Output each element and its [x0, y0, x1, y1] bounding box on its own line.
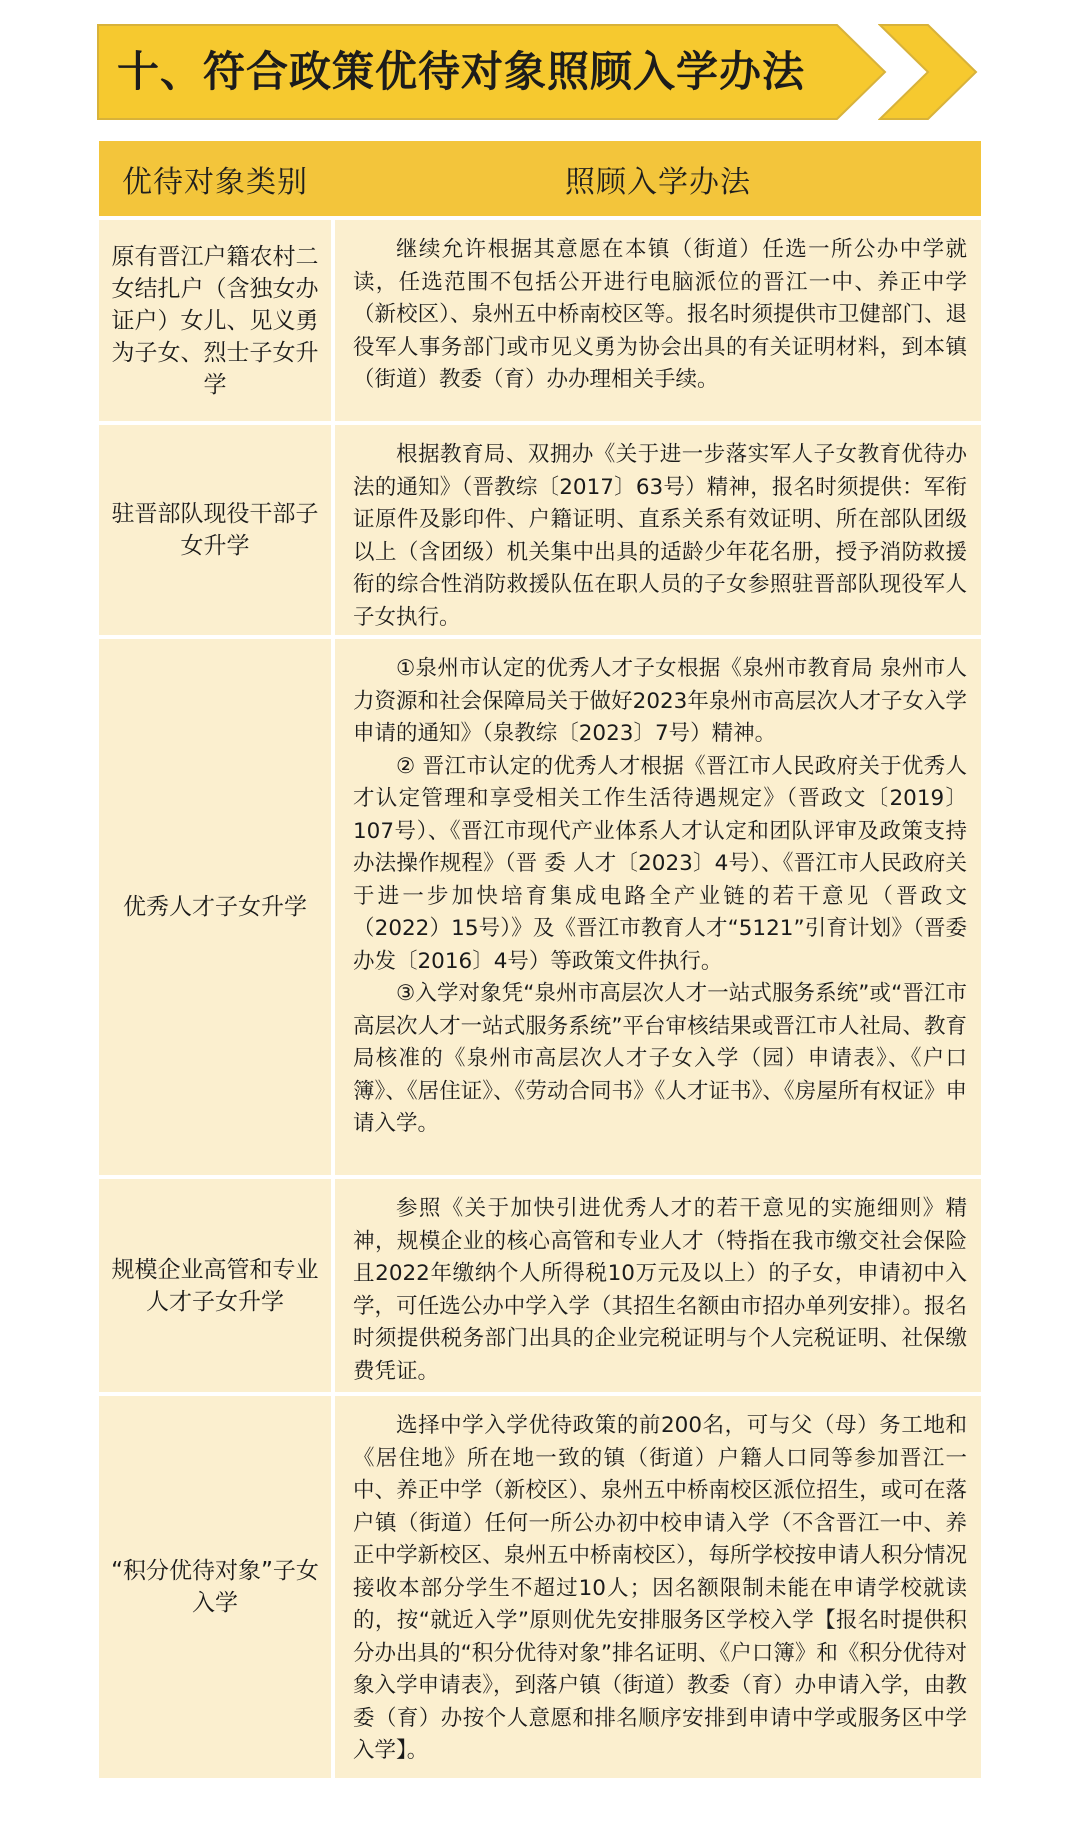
chevron-right-icon	[878, 24, 978, 120]
category-cell: 原有晋江户籍农村二女结扎户（含独女办证户）女儿、见义勇为子女、烈士子女升学	[99, 220, 331, 421]
method-paragraph: 根据教育局、双拥办《关于进一步落实军人子女教育优待办法的通知》（晋教综〔2017〕63号）精神，报名时须提供：军衔证原件及影印件、户籍证明、直系关系有效证明、所在部队团级以上（含团级）机关集中出具的适龄少年花名册，授予消防救援衔的综合性消防救援队伍在职人员的子女参照驻晋部队现役军人子女执行。	[353, 442, 967, 630]
method-cell	[335, 425, 981, 635]
table-header	[99, 141, 981, 216]
title-banner	[97, 24, 887, 120]
table-row	[99, 1179, 981, 1392]
page-title: 十、符合政策优待对象照顾入学办法	[117, 47, 806, 96]
table-row	[99, 220, 981, 421]
category-cell: 驻晋部队现役干部子女升学	[99, 425, 331, 635]
method-cell	[335, 220, 981, 421]
method-cell	[335, 639, 981, 1175]
category-cell: 规模企业高管和专业人才子女升学	[99, 1179, 331, 1392]
method-paragraph: ①泉州市认定的优秀人才子女根据《泉州市教育局 泉州市人力资源和社会保障局关于做好2023年泉州市高层次人才子女入学申请的通知》（泉教综〔2023〕7号）精神。	[353, 656, 967, 746]
policy-table	[99, 141, 981, 1782]
category-cell: 优秀人才子女升学	[99, 639, 331, 1175]
method-paragraph: 参照《关于加快引进优秀人才的若干意见的实施细则》精神，规模企业的核心高管和专业人才（特指在我市缴交社会保险且2022年缴纳个人所得税10万元及以上）的子女，申请初中入学，可任选公办中学入学（其招生名额由市招办单列安排）。报名时须提供税务部门出具的企业完税证明与个人完税证明、社保缴费凭证。	[353, 1196, 967, 1384]
table-row	[99, 425, 981, 635]
method-paragraph: 选择中学入学优待政策的前200名，可与父（母）务工地和《居住地》所在地一致的镇（街道）户籍人口同等参加晋江一中、养正中学（新校区）、泉州五中桥南校区派位招生，或可在落户镇（街道）任何一所公办初中校申请入学（不含晋江一中、养正中学新校区、泉州五中桥南校区），每所学校按申请人积分情况接收本部分学生不超过10人；因名额限制未能在申请学校就读的，按“就近入学”原则优先安排服务区学校入学【报名时提供积分办出具的“积分优待对象”排名证明、《户口簿》和《积分优待对象入学申请表》，到落户镇（街道）教委（育）办申请入学，由教委（育）办按个人意愿和排名顺序安排到申请中学或服务区中学入学】。	[353, 1413, 967, 1763]
table-row	[99, 1396, 981, 1778]
method-paragraph: 继续允许根据其意愿在本镇（街道）任选一所公办中学就读，任选范围不包括公开进行电脑派位的晋江一中、养正中学（新校区）、泉州五中桥南校区等。报名时须提供市卫健部门、退役军人事务部门或市见义勇为协会出具的有关证明材料，到本镇（街道）教委（育）办办理相关手续。	[353, 237, 967, 392]
table-row	[99, 639, 981, 1175]
method-cell	[335, 1396, 981, 1778]
method-paragraph: ③入学对象凭“泉州市高层次人才一站式服务系统”或“晋江市高层次人才一站式服务系统”平台审核结果或晋江市人社局、教育局核准的《泉州市高层次人才子女入学（园）申请表》、《户口簿》、《居住证》、《劳动合同书》《人才证书》、《房屋所有权证》申请入学。	[353, 981, 967, 1136]
method-cell	[335, 1179, 981, 1392]
column-header-category: 优待对象类别	[122, 164, 308, 200]
column-header-method: 照顾入学办法	[565, 164, 751, 200]
category-cell: “积分优待对象”子女入学	[99, 1396, 331, 1778]
method-paragraph: ② 晋江市认定的优秀人才根据《晋江市人民政府关于优秀人才认定管理和享受相关工作生活待遇规定》（晋政文〔2019〕107号）、《晋江市现代产业体系人才认定和团队评审及政策支持办法操作规程》（晋 委 人才〔2023〕4号）、《晋江市人民政府关于进一步加快培育集成电路全产业链的若干意见（晋政文（2022）15号）》及《晋江市教育人才“5121”引育计划》（晋委办发〔2016〕4号）等政策文件执行。	[353, 753, 967, 974]
